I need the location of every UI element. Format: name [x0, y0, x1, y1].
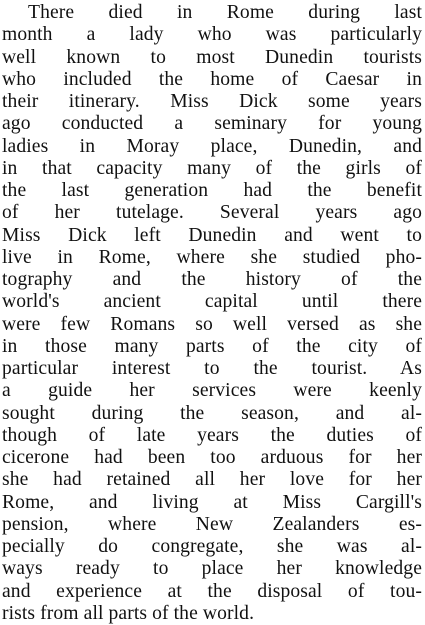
- article-line: the last generation had the benefit: [2, 180, 422, 201]
- article-line: their itinerary. Miss Dick some years: [2, 91, 422, 112]
- article-line: of her tutelage. Several years ago: [2, 202, 422, 224]
- article-line: world's ancient capital until there: [2, 291, 422, 313]
- article-line: and experience at the disposal of tou-: [2, 580, 422, 602]
- article-line: tography and the history of the: [2, 269, 422, 290]
- article-line: cicerone had been too arduous for her: [2, 447, 422, 468]
- article-line: Rome, and living at Miss Cargill's: [2, 491, 422, 513]
- article-line: ago conducted a seminary for young: [2, 113, 422, 135]
- article-line: in those many parts of the city of: [2, 335, 422, 357]
- article-line: ladies in Moray place, Dunedin, and: [2, 135, 422, 157]
- article-line: in that capacity many of the girls of: [2, 157, 422, 179]
- article-line: sought during the season, and al-: [2, 402, 422, 424]
- article-line: ways ready to place her knowledge: [2, 558, 422, 580]
- article-line: There died in Rome during last: [28, 2, 422, 23]
- article-line: month a lady who was particularly: [2, 24, 422, 46]
- article-line: well known to most Dunedin tourists: [2, 46, 422, 68]
- article-line: though of late years the duties of: [2, 424, 422, 446]
- article-line: who included the home of Caesar in: [2, 68, 422, 90]
- article-line: were few Romans so well versed as she: [2, 313, 422, 335]
- article-body: [2, 2, 422, 625]
- article-line: she had retained all her love for her: [2, 469, 422, 491]
- article-line: pension, where New Zealanders es-: [2, 513, 422, 535]
- article-line: Miss Dick left Dunedin and went to: [2, 224, 422, 246]
- article-line: particular interest to the tourist. As: [2, 358, 422, 379]
- article-line: a guide her services were keenly: [2, 380, 422, 402]
- article-line: pecially do congregate, she was al-: [2, 536, 422, 557]
- article-line: rists from all parts of the world.: [2, 602, 255, 624]
- article-line: live in Rome, where she studied pho-: [2, 246, 422, 268]
